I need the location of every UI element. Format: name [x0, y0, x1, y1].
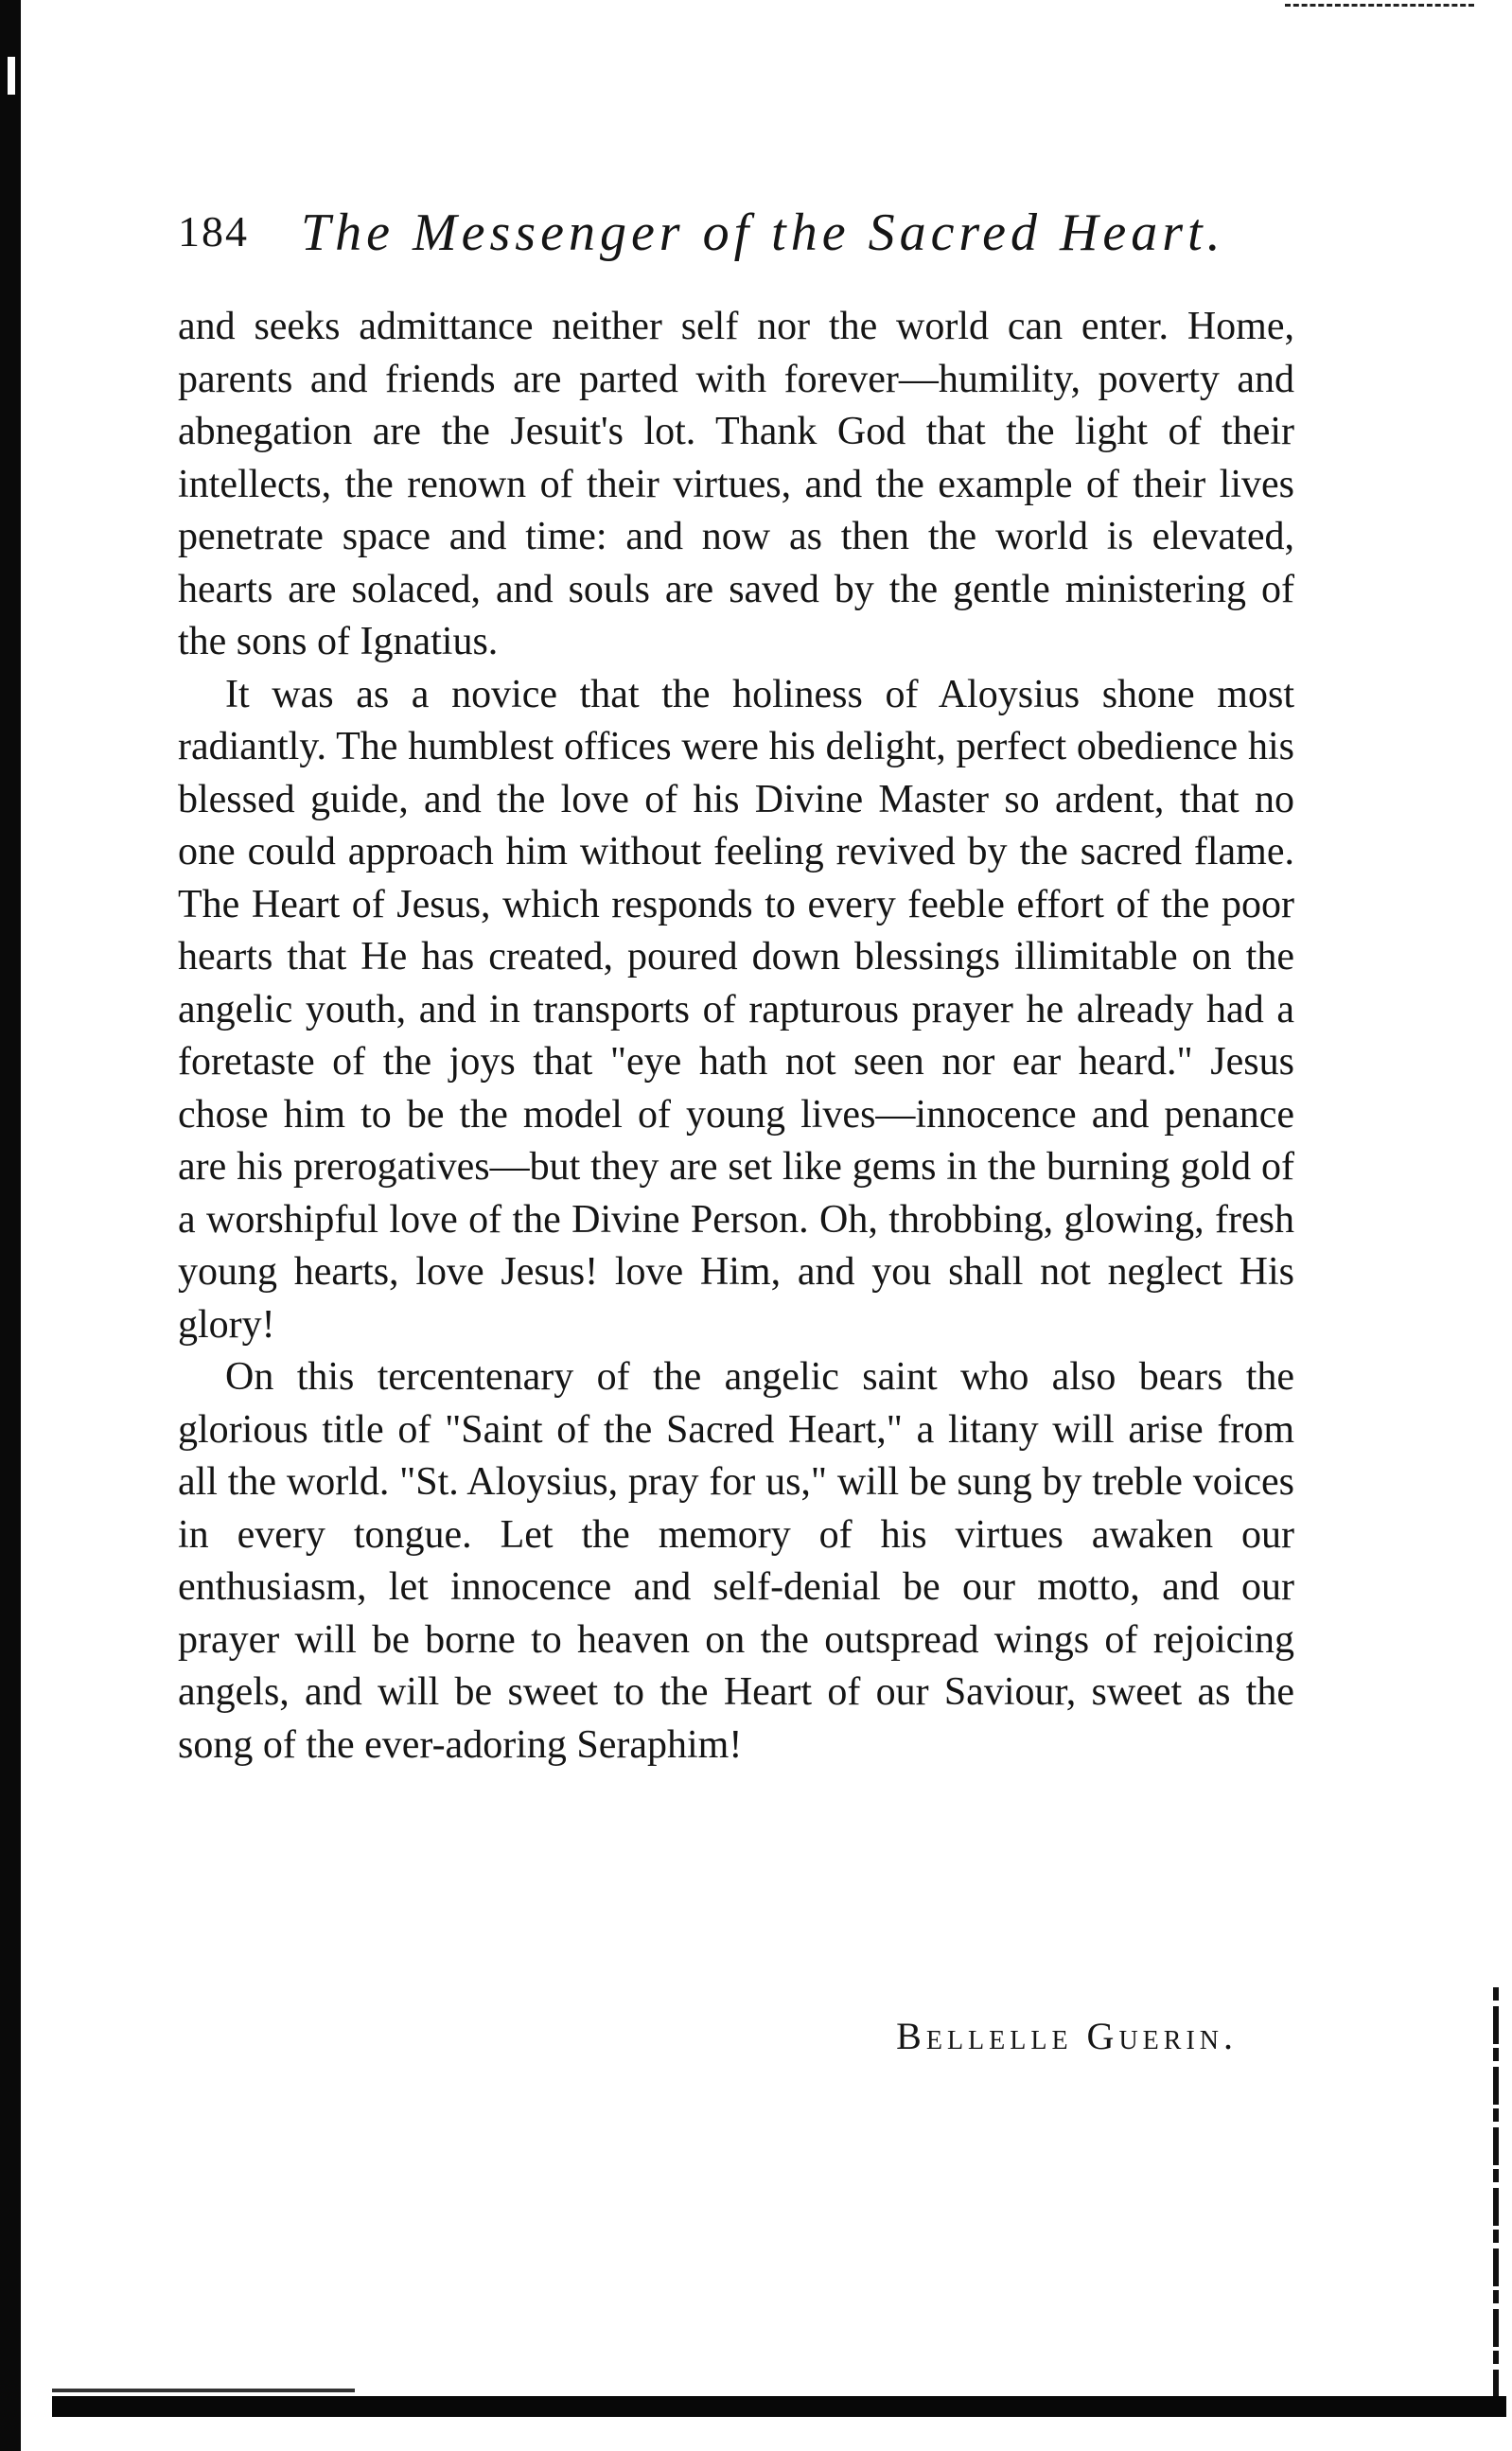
scan-left-notch — [8, 57, 15, 95]
scan-bottom-thin-line — [52, 2389, 355, 2392]
scan-top-marks — [1285, 4, 1474, 9]
page-header — [178, 203, 1294, 282]
paragraph-3: On this tercentenary of the angelic saint who also bears the glorious title of "Saint of the Sacred Heart," a litany will arise from all the world. "St. Aloysius, pray for us," will be sung by treble voices in every tongue. Let the memory of his virtues awaken our enthusiasm, let innocence and self-denial be our motto, and our prayer will be borne to heaven on the outspread wings of rejoicing angels, and will be sweet to the Heart of our Saviour, sweet as the song of the ever-adoring Seraphim! — [178, 1355, 1294, 1767]
page-number: 184 — [178, 207, 249, 256]
paragraph-1: and seeks admittance neither self nor the world can enter. Home, parents and friends are parted with forever—humility, poverty and abnegation are the Jesuit's lot. Thank God that the light of their intellects, the renown of their virtues, and the example of their lives penetrate space and time: and now as then the world is elevated, hearts are solaced, and souls are saved by the gentle ministering of the sons of Ignatius. — [178, 305, 1294, 663]
author-signature: Bellelle Guerin. — [896, 2015, 1238, 2057]
scan-left-border — [0, 0, 21, 2451]
scan-bottom-border — [52, 2396, 1506, 2417]
running-title: The Messenger of the Sacred Heart. — [301, 203, 1225, 262]
body-text — [178, 301, 1294, 1772]
paragraph-2: It was as a novice that the holiness of Aloysius shone most radiantly. The humblest offices were his delight, perfect obedience his blessed guide, and the love of his Divine Master so ardent, that no one could approach him without feeling revived by the sacred flame. The Heart of Jesus, which responds to every feeble effort of the poor hearts that He has created, poured down blessings illimitable on the angelic youth, and in transports of rapturous prayer he already had a foretaste of the joys that "eye hath not seen nor ear heard." Jesus chose him to be the model of young lives—innocence and penance are his prerogatives—but they are set like gems in the burning gold of a worshipful love of the Divine Person. Oh, throbbing, glowing, fresh young hearts, love Jesus! love Him, and you shall not neglect His glory! — [178, 672, 1294, 1347]
scan-right-edge — [1493, 1987, 1499, 2404]
